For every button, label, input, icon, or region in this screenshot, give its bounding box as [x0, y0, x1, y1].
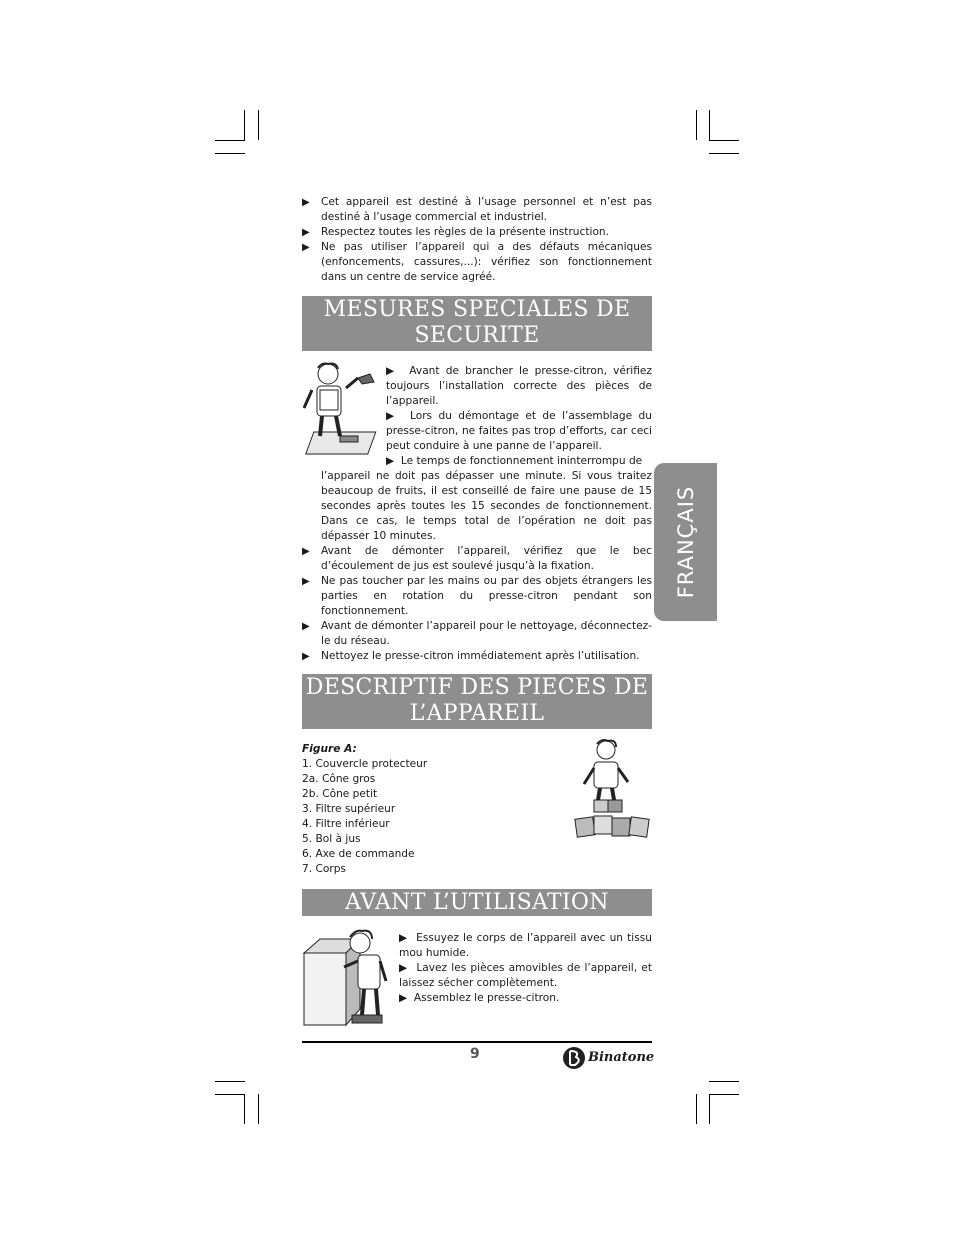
bullet-arrow-icon: ▶	[399, 962, 408, 974]
list-item: 7. Corps	[302, 863, 346, 875]
before-use-para-1: ▶ Essuyez le corps de l’appareil avec un tissu mou humide.	[399, 932, 652, 959]
bullet-item: ▶ Cet appareil est destiné à l’usage personnel et n’est pas destiné à l’usage commercial et industriel.	[302, 196, 652, 223]
bullet-arrow-icon: ▶	[386, 455, 395, 467]
page-number: 9	[470, 1046, 480, 1062]
crop-mark	[696, 110, 697, 140]
brand-name: Binatone	[588, 1050, 655, 1065]
bullet-item: ▶ Avant de démonter l’appareil, vérifiez que le bec d’écoulement de jus est soulevé jusqu’à la fixation.	[302, 545, 652, 572]
bullet-item: ▶ Respectez toutes les règles de la présente instruction.	[302, 226, 610, 238]
crop-mark	[258, 1094, 259, 1124]
safety-bullet-list	[302, 544, 652, 664]
list-item: 4. Filtre inférieur	[302, 818, 390, 830]
crop-mark	[709, 1094, 739, 1095]
bullet-item: ▶ Avant de démonter l’appareil pour le nettoyage, déconnectez-le du réseau.	[302, 620, 652, 647]
bullet-item: ▶ Ne pas utiliser l’appareil qui a des défauts mécaniques (enfoncements, cassures,...): vérifiez son fonctionnement dans un centre de service agréé.	[302, 241, 652, 283]
language-side-tab: FRANÇAIS	[654, 463, 717, 621]
section-header-safety: MESURES SPECIALES DE SECURITE	[302, 296, 652, 351]
list-item: 1. Couvercle protecteur	[302, 758, 428, 770]
bullet-arrow-icon: ▶	[386, 410, 398, 422]
bullet-arrow-icon: ▶	[386, 365, 397, 377]
crop-mark	[709, 110, 710, 140]
bullet-arrow-icon: ▶	[302, 242, 310, 253]
crop-mark	[709, 1094, 710, 1124]
footer-rule	[302, 1041, 652, 1043]
parts-list	[302, 742, 427, 877]
crop-mark	[696, 1094, 697, 1124]
bullet-arrow-icon: ▶	[302, 651, 310, 662]
section-header-parts: DESCRIPTIF DES PIECES DE L’APPAREIL	[302, 674, 652, 729]
bullet-arrow-icon: ▶	[302, 227, 310, 238]
list-item: 5. Bol à jus	[302, 833, 361, 845]
before-use-para-3: ▶ Assemblez le presse-citron.	[399, 992, 560, 1004]
section-header-before-use: AVANT L’UTILISATION	[302, 889, 652, 916]
worker-blocks-illustration	[572, 738, 654, 842]
bullet-arrow-icon: ▶	[399, 932, 408, 944]
bullet-item: ▶ Ne pas toucher par les mains ou par des objets étrangers les parties en rotation du presse-citron pendant son fonctionnement.	[302, 575, 652, 617]
crop-mark	[215, 153, 245, 154]
list-item: 2b. Cône petit	[302, 788, 378, 800]
safety-para-1: ▶ Avant de brancher le presse-citron, vérifiez toujours l’installation correcte des pièces de l’appareil.	[386, 365, 652, 407]
bullet-item: ▶ Nettoyez le presse-citron immédiatement après l’utilisation.	[302, 650, 640, 662]
list-item: 3. Filtre supérieur	[302, 803, 396, 815]
brand-logo	[562, 1046, 654, 1074]
crop-mark	[215, 1081, 245, 1082]
before-use-para-2: ▶ Lavez les pièces amovibles de l’appareil, et laissez sécher complètement.	[399, 962, 652, 989]
crop-mark	[244, 1094, 245, 1124]
safety-para-2: ▶ Lors du démontage et de l’assemblage du presse-citron, ne faites pas trop d’efforts, car ceci peut conduire à une panne de l’appareil.	[386, 410, 652, 452]
crop-mark	[709, 153, 739, 154]
bullet-arrow-icon: ▶	[302, 621, 310, 632]
crop-mark	[258, 110, 259, 140]
safety-para-3-start: ▶ Le temps de fonctionnement ininterrompu de	[386, 455, 643, 467]
bullet-arrow-icon: ▶	[302, 546, 310, 557]
crop-mark	[215, 140, 245, 141]
bullet-arrow-icon: ▶	[302, 197, 310, 208]
safety-para-3-rest: l’appareil ne doit pas dépasser une minute. Si vous traitez beaucoup de fruits, il est conseillé de faire une pause de 15 secondes après toutes les 15 secondes de fonctionnement. Dans ce cas, le temps total de l’opération ne doit pas dépasser 10 minutes.	[321, 470, 652, 542]
crop-mark	[244, 110, 245, 140]
worker-repair-illustration	[300, 360, 382, 462]
list-item: 6. Axe de commande	[302, 848, 415, 860]
intro-bullet-list	[302, 195, 652, 285]
list-item: 2a. Cône gros	[302, 773, 376, 785]
worker-cleaning-illustration	[300, 925, 396, 1029]
figure-title: Figure A:	[302, 743, 357, 755]
bullet-arrow-icon: ▶	[302, 576, 310, 587]
bullet-arrow-icon: ▶	[399, 992, 408, 1004]
crop-mark	[215, 1094, 245, 1095]
crop-mark	[709, 140, 739, 141]
crop-mark	[709, 1081, 739, 1082]
